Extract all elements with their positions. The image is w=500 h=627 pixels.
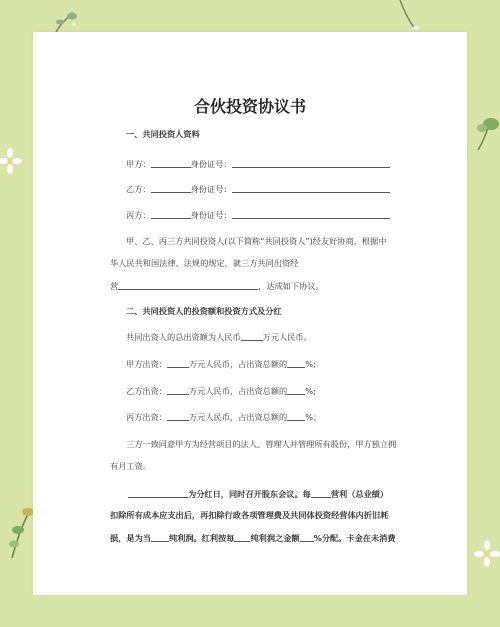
profit-period-blank-2 [234,532,250,542]
party-a-id-blank [232,158,390,168]
party-c-percent: %； [305,412,322,422]
party-a-percent: %; [305,359,316,369]
stem-decoration-top-right [396,0,422,32]
party-a-id-label: 身份证号： [190,159,232,169]
leaf-decoration-right [476,112,500,152]
management-line-2: 有月工资。 [110,461,151,471]
party-b-name-blank [151,183,191,193]
party-a-name-blank [151,158,191,168]
total-amount-blank [241,331,263,341]
party-c-percent-blank [287,411,305,421]
dividend-line-3-b: 纯利润。红利按每 [168,533,235,543]
dividend-line-3-d: %分配。卡金在未消费 [313,533,396,543]
dividend-line-2: 扣除所有成本应支出后，再扣除行政各项管理费及共同体投资经营体内折旧耗 [110,510,389,520]
document-page [33,32,467,595]
intro-line-3 [110,280,324,292]
party-a-contrib-mid: 万元人民币，占出资总额的 [188,359,288,369]
party-c-contrib-label: 丙方出资： [126,412,167,422]
profit-percent-blank [300,532,314,542]
party-a-row [126,158,390,170]
management-line-1: 三方一致同意甲方为经营项目的法人、管理人并管理所有股份，甲方独立拥 [126,439,397,449]
dividend-line-1 [128,488,388,500]
party-c-contribution-row [126,411,321,423]
party-c-contrib-mid: 万元人民币，占出资总额的 [188,412,288,422]
intro-line-3-prefix: 营 [110,281,119,291]
party-b-row [126,183,390,195]
section2-heading: 二、共同投资人的投资额和投资方式及分红 [126,306,282,316]
dividend-line-3-c: 纯利润之金额 [250,533,300,543]
dividend-line-3 [110,532,396,544]
party-b-percent: %; [305,386,316,396]
party-a-amount-blank [167,358,189,368]
party-b-contrib-label: 乙方出资： [126,386,167,396]
branch-decoration-bottom-left [6,500,36,560]
party-a-label: 甲方： [126,159,151,169]
dividend-line-1-b: 营利（总业绩） [330,489,389,499]
intro-line-3-suffix: ，达成如下协议。 [258,281,324,291]
total-investment-row [126,331,312,343]
party-c-id-label: 身份证号： [190,210,232,220]
flower-decoration-bottom-right [474,540,500,568]
party-c-name-blank [151,209,191,219]
party-b-amount-blank [167,385,189,395]
party-c-id-blank [232,209,390,219]
total-prefix: 共同出资人的总出资额为人民币 [126,332,241,342]
party-c-amount-blank [167,411,189,421]
party-b-contrib-mid: 万元人民币，占出资总额的 [188,386,288,396]
party-b-contribution-row [126,385,316,397]
party-a-contribution-row [126,358,316,370]
party-b-id-blank [232,183,390,193]
party-b-label: 乙方： [126,184,151,194]
profit-period-blank [151,532,169,542]
total-suffix: 万元人民币。 [262,332,312,342]
section1-heading: 一、共同投资人资料 [126,129,200,139]
party-b-id-label: 身份证号： [190,184,232,194]
party-a-contrib-label: 甲方出资： [126,359,167,369]
dividend-date-blank [128,488,188,498]
business-scope-blank [118,280,258,290]
flower-decoration-left [0,148,24,174]
party-b-percent-blank [287,385,305,395]
dividend-line-3-a: 损，是为当 [110,533,151,543]
document-title: 合伙投资协议书 [193,97,306,116]
dividend-period-blank [311,488,331,498]
party-c-label: 丙方： [126,210,151,220]
party-c-row [126,209,390,221]
intro-line-2: 华人民共和国法律、法规的规定，就三方共同出资经 [110,258,299,268]
dividend-line-1-a: 为分红日，同时召开股东会议。每 [188,489,311,499]
intro-line-1: 甲、乙、丙三方共同投资人(以下简称“共同投资人”)经友好协商，根据中 [126,236,387,246]
party-a-percent-blank [287,358,305,368]
